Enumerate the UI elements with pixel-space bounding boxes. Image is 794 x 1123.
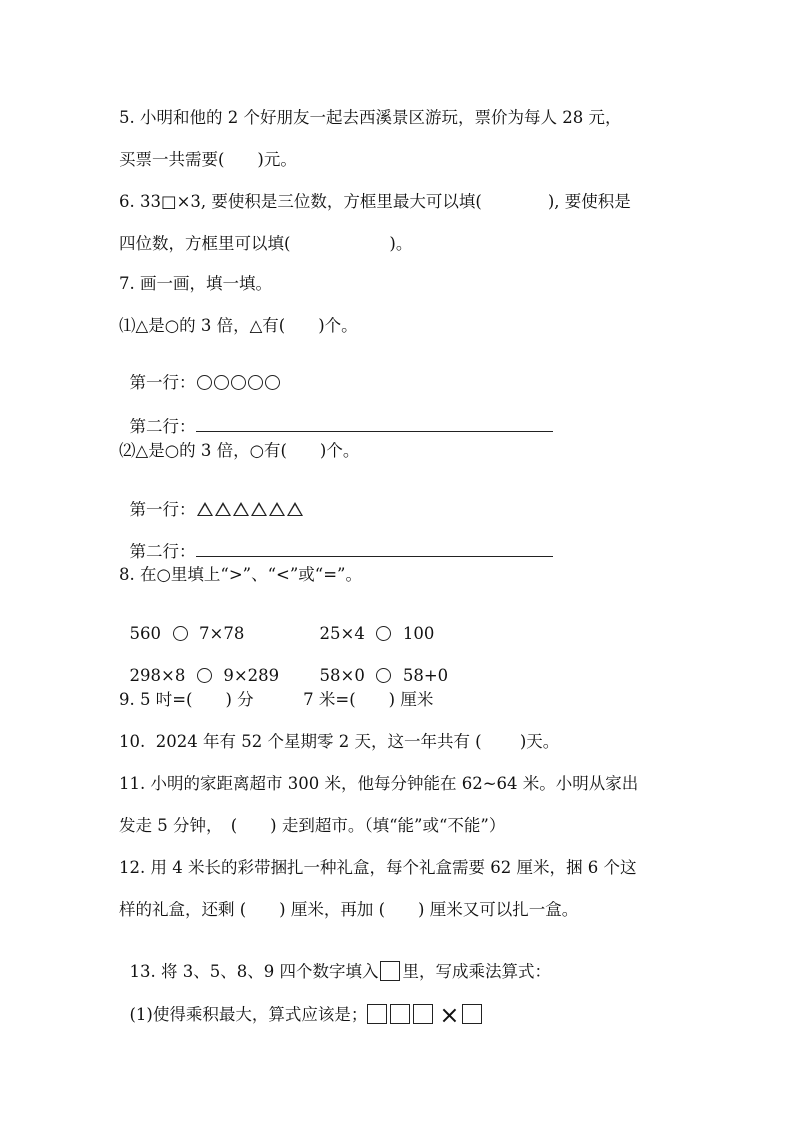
q7-row1 xyxy=(119,358,281,391)
square-box-icon[interactable] xyxy=(413,1004,433,1024)
q8-row1 xyxy=(119,609,244,642)
q8-title: 8. 在○里填上“>”、“<”或“=”。 xyxy=(119,565,362,584)
q7-title: 7. 画一画，填一填。 xyxy=(119,274,272,293)
q11-line2: 发走 5 分钟， ( ) 走到超市。（填“能”或“不能”） xyxy=(119,816,506,835)
times-sign: × xyxy=(439,1000,460,1029)
triangle-icon xyxy=(251,502,267,516)
q7-row2b xyxy=(119,527,553,560)
circle-icon xyxy=(265,375,280,390)
compare-right: 100 xyxy=(402,623,435,643)
circle-icon xyxy=(214,375,229,390)
q8-row2-right xyxy=(309,651,448,684)
triangle-icon xyxy=(233,502,249,516)
compare-circle-icon[interactable] xyxy=(197,668,212,683)
q9-line: 9. 5 吋=( ) 分 7 米=( ) 厘米 xyxy=(119,690,434,709)
circle-icon xyxy=(248,375,263,390)
square-box-icon[interactable] xyxy=(462,1004,482,1024)
circle-icon xyxy=(197,375,212,390)
q7-row2 xyxy=(119,402,553,435)
answer-blank-line[interactable] xyxy=(196,430,553,432)
row1-label: 第一行： xyxy=(129,372,196,392)
triangle-icon xyxy=(287,502,303,516)
square-box-icon[interactable] xyxy=(390,1004,410,1024)
q8-row1-right xyxy=(309,609,434,642)
q13-part1: (1)使得乘积最大，算式应该是； xyxy=(129,1004,368,1024)
q8-row2 xyxy=(119,651,279,684)
square-box-icon xyxy=(380,961,400,981)
q7-part2: ⑵△是○的 3 倍，○有( )个。 xyxy=(119,441,360,460)
compare-circle-icon[interactable] xyxy=(173,626,188,641)
row1b-label: 第一行： xyxy=(129,499,196,519)
compare-right: 58+0 xyxy=(402,665,449,685)
q11-line1: 11. 小明的家距离超市 300 米，他每分钟能在 62~64 米。小明从家出 xyxy=(119,774,639,793)
compare-left: 560 xyxy=(129,623,161,643)
q10-line: 10. 2024 年有 52 个星期零 2 天，这一年共有 ( )天。 xyxy=(119,732,560,751)
q5-line1: 5. 小明和他的 2 个好朋友一起去西溪景区游玩，票价为每人 28 元， xyxy=(119,108,622,127)
q13-line1 xyxy=(119,944,551,981)
compare-left: 58×0 xyxy=(319,665,365,685)
compare-right: 7×78 xyxy=(199,623,245,643)
triangle-icon xyxy=(215,502,231,516)
triangle-icon xyxy=(269,502,285,516)
q13-text-after: 里，写成乘法算式： xyxy=(402,961,551,981)
q13-line2 xyxy=(119,986,485,1027)
triangle-icon xyxy=(197,502,213,516)
q7-row1b xyxy=(119,485,304,518)
compare-left: 25×4 xyxy=(319,623,365,643)
row2b-label: 第二行： xyxy=(129,541,196,561)
compare-circle-icon[interactable] xyxy=(376,668,391,683)
circle-icon xyxy=(231,375,246,390)
q12-line1: 12. 用 4 米长的彩带捆扎一种礼盒，每个礼盒需要 62 厘米，捆 6 个这 xyxy=(119,858,637,877)
q12-line2: 样的礼盒，还剩 ( ) 厘米，再加 ( ) 厘米又可以扎一盒。 xyxy=(119,900,579,919)
q6-line1: 6. 33□×3, 要使积是三位数，方框里最大可以填( ), 要使积是 xyxy=(119,192,631,211)
square-box-icon[interactable] xyxy=(367,1004,387,1024)
compare-right: 9×289 xyxy=(223,665,280,685)
row2-label: 第二行： xyxy=(129,416,196,436)
q6-line2: 四位数，方框里可以填( )。 xyxy=(119,234,413,253)
compare-circle-icon[interactable] xyxy=(376,626,391,641)
answer-blank-line[interactable] xyxy=(196,555,553,557)
q13-text-before: 13. 将 3、5、8、9 四个数字填入 xyxy=(129,961,379,981)
q5-line2: 买票一共需要( )元。 xyxy=(119,150,297,169)
compare-left: 298×8 xyxy=(129,665,186,685)
q7-part1: ⑴△是○的 3 倍，△有( )个。 xyxy=(119,316,358,335)
